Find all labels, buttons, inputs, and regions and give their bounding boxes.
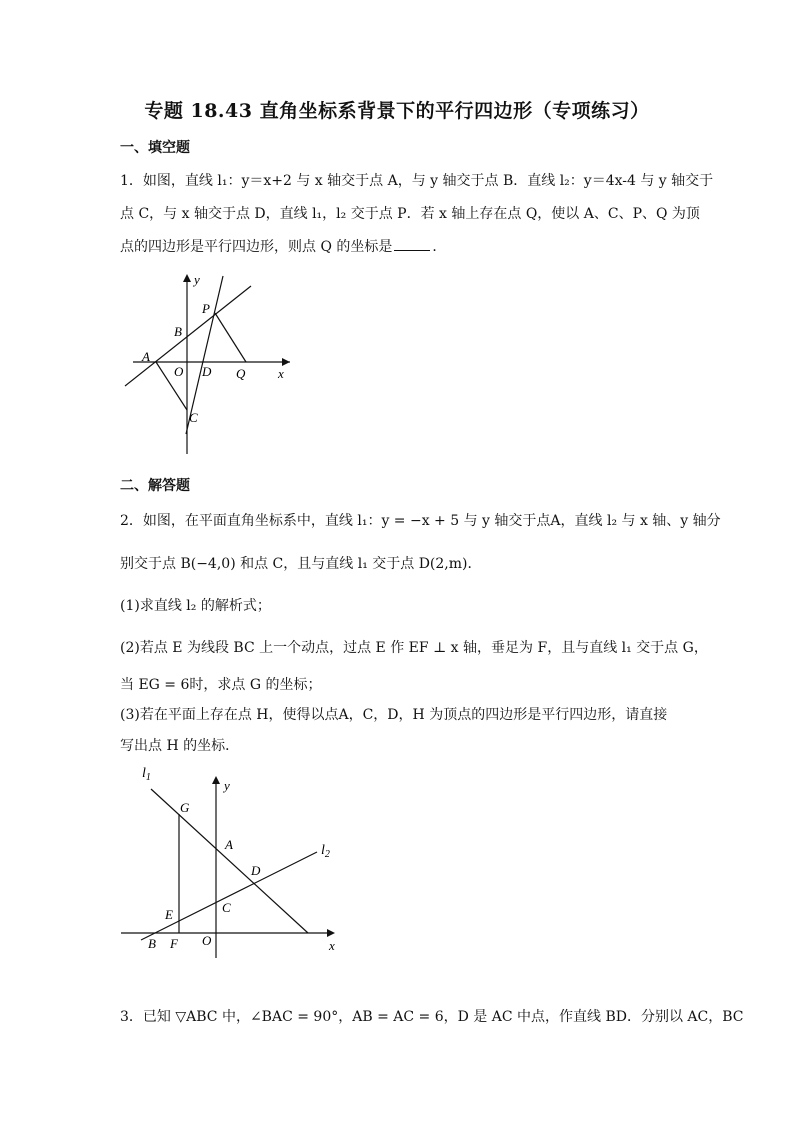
- q1-text-line-1: 1．如图，直线 l₁：y＝x+2 与 x 轴交于点 A，与 y 轴交于点 B．直线 l₂：y＝4x-4 与 y 轴交于: [120, 173, 714, 189]
- q2-text-line-1: 2．如图，在平面直角坐标系中，直线 l₁：y = −x + 5 与 y 轴交于点A，直线 l₂ 与 x 轴、y 轴分: [120, 513, 721, 529]
- q2-part-2-line-1: (2)若点 E 为线段 BC 上一个动点，过点 E 作 EF ⊥ x 轴，垂足为 F，且与直线 l₁ 交于点 G，: [120, 640, 708, 656]
- q2-label-b: B: [148, 936, 156, 951]
- page-title: 专题 18.43 直角坐标系背景下的平行四边形（专项练习）: [144, 100, 650, 122]
- q2-label-c: C: [222, 900, 231, 915]
- q1-label-b: B: [174, 324, 182, 339]
- q2-text-line-2: 别交于点 B(−4,0) 和点 C，且与直线 l₁ 交于点 D(2,m)．: [120, 556, 482, 572]
- q1-text-line-3: [120, 236, 446, 256]
- q2-label-l2-sub: 2: [324, 849, 330, 860]
- q2-figure: [118, 762, 368, 962]
- q2-label-g: G: [180, 800, 190, 815]
- q1-label-p: P: [202, 301, 210, 316]
- q2-part-3-line-1: (3)若在平面上存在点 H，使得以点A，C，D，H 为顶点的四边形是平行四边形，请直接: [120, 707, 668, 723]
- answer-blank: [394, 240, 430, 251]
- q2-label-f: F: [170, 936, 178, 951]
- q3-text-line-1: 3．已知 ▽ABC 中，∠BAC = 90°，AB = AC = 6，D 是 AC 中点，作直线 BD．分别以 AC，BC: [120, 1009, 744, 1025]
- q2-label-l2-main: l: [321, 843, 325, 858]
- q2-label-l1: [142, 766, 151, 783]
- q2-label-y: y: [224, 778, 230, 793]
- q2-part-3-line-2: 写出点 H 的坐标．: [120, 738, 240, 754]
- q2-x-axis-arrow: [327, 929, 335, 937]
- q1-label-q: Q: [236, 366, 246, 381]
- q1-segment-pq: [215, 313, 246, 362]
- q1-label-c: C: [189, 410, 198, 425]
- q2-label-e: E: [165, 907, 173, 922]
- section-heading-fill-blank: 一、填空题: [120, 140, 190, 156]
- section-heading-answer: 二、解答题: [120, 478, 190, 494]
- q1-text-line-3-end: ．: [432, 239, 447, 255]
- q1-label-y: y: [194, 272, 200, 287]
- q2-label-d: D: [251, 863, 261, 878]
- q2-label-l2: [321, 843, 330, 860]
- q2-label-l1-main: l: [142, 766, 146, 781]
- q1-figure: [118, 268, 298, 458]
- q2-part-2-line-2: 当 EG = 6时，求点 G 的坐标；: [120, 677, 322, 693]
- q2-line-l2: [141, 852, 317, 940]
- q2-label-l1-sub: 1: [145, 772, 151, 783]
- q1-text-line-2: 点 C，与 x 轴交于点 D，直线 l₁，l₂ 交于点 P．若 x 轴上存在点 Q，使以 A、C、P、Q 为顶: [120, 206, 700, 222]
- q1-text-line-3-body: 点的四边形是平行四边形，则点 Q 的坐标是: [120, 239, 393, 255]
- q1-line-l1: [125, 286, 251, 386]
- q1-label-o: O: [174, 364, 184, 379]
- q1-label-x: x: [278, 366, 284, 381]
- q2-label-x: x: [329, 938, 335, 953]
- q1-label-a: A: [142, 349, 150, 364]
- q2-y-axis-arrow: [212, 776, 220, 784]
- q2-label-o: O: [202, 933, 212, 948]
- q1-label-d: D: [202, 364, 212, 379]
- q1-y-axis-arrow: [183, 274, 191, 282]
- q1-x-axis-arrow: [282, 358, 290, 366]
- q2-part-1: (1)求直线 l₂ 的解析式；: [120, 598, 271, 614]
- q2-label-a: A: [225, 837, 233, 852]
